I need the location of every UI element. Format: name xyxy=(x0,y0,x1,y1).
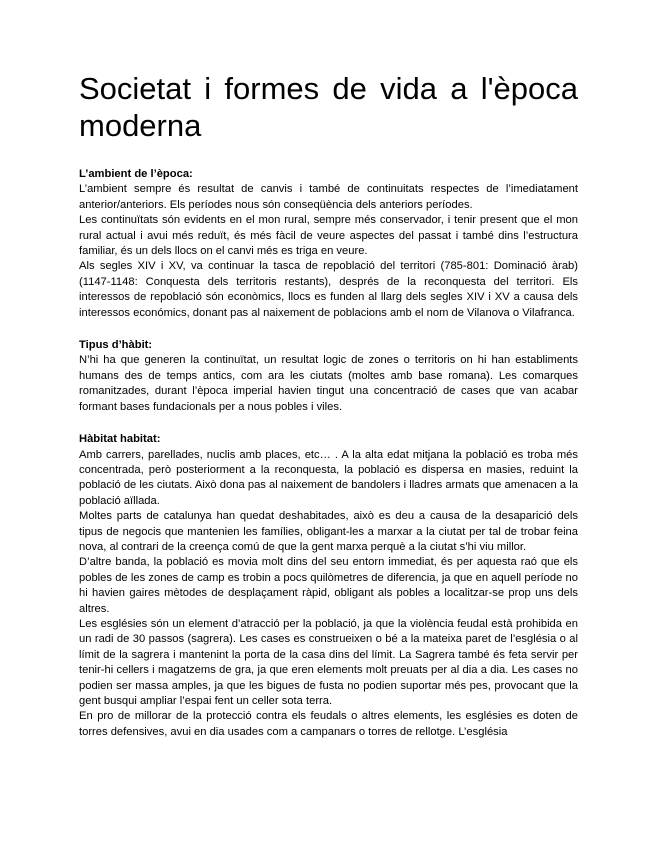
paragraph: Moltes parts de catalunya han quedat deshabitades, això es deu a causa de la desaparició dels tipus de negocis que mantenien les famílies, obligant-les a marxar a la ciutat per tal de trobar feina nova, al contrari de la creença comú de que la gent marxa perquè a la ciutat s’hi viu millor. xyxy=(79,510,578,553)
paragraph: Les continuïtats són evidents en el mon rural, sempre més conservador, i tenir present que el mon rural actual i avui més reduït, és més fàcil de veure aspectes del passat i també dins l’estructura familiar, és un dels llocs on el canvi més es triga en veure. xyxy=(79,214,578,258)
section-heading: L’ambient de l’època: xyxy=(79,168,193,180)
title-block xyxy=(79,70,578,144)
paragraph: En pro de millorar de la protecció contra els feudals o altres elements, les esglésies es doten de torres defensives, avui en dia usades com a campanars o torres de rellotge. L’església xyxy=(79,710,578,738)
section-habitat xyxy=(79,432,578,740)
section-heading: Hàbitat habitat: xyxy=(79,433,161,446)
section-heading: Tipus d’hàbit: xyxy=(79,339,153,352)
paragraph: L’ambient sempre és resultat de canvis i també de continuitats respectes de l’imediatament anterior/anteriors. Els períodes nous són conseqüència dels anteriors períodes. xyxy=(79,183,578,211)
paragraph: D’altre banda, la població es movia molt dins del seu entorn immediat, és per aquesta raó que els pobles de les zones de camp es trobin a pocs quilòmetres de diferencia, ja que en aquell període no hi havien gaires mètodes de desplaçament ràpid, obligant als pobles a localitzar-se prop uns dels altres. xyxy=(79,556,578,615)
page-title: Societat i formes de vida a l'època moderna xyxy=(79,71,578,143)
section-tipus-habit xyxy=(79,338,578,415)
paragraph: Les esglésies són un element d’atracció per la població, ja que la violència feudal està prohibida en un radi de 30 passos (sagrera). Les cases es construeixen o bé a la mateixa paret de l’església o al límit de la sagrera i mantenint la porta de la casa dins del límit. La Sagrera també és feta servir per tenir-hi cellers i magatzems de gra, ja que eren elements molt preuats per al dia a dia. Les cases no podien ser massa amples, ja que les bigues de fusta no podien suportar més pes, provocant que la gent busqui ampliar l’espai fent un celler sota terra. xyxy=(79,617,578,707)
paragraph: Als segles XIV i XV, va continuar la tasca de repoblació del territori (785-801: Dominació àrab) (1147-1148: Conquesta dels territoris restants), després de la reconquesta del territori. Els interessos de repoblació són econòmics, llocs es funden al llarg dels segles XIV i XV a causa dels interessos económics, donant pas al naixement de poblacions amb el nom de Vilanova o Vilafranca. xyxy=(79,260,578,319)
paragraph: Amb carrers, parellades, nuclis amb places, etc… . A la alta edat mitjana la població es troba més concentrada, però posteriorment a la reconquesta, la població es dispersa en masies, reduint la població de les ciutats. Això dona pas al naixement de bandolers i lladres armats que amenacen a la població aïllada. xyxy=(79,448,578,507)
section-ambient xyxy=(79,167,578,321)
document-page xyxy=(79,70,578,757)
paragraph: N’hi ha que generen la continuïtat, un resultat logic de zones o territoris on hi han establiments humans des de temps antics, com ara les ciutats (moltes amb base romana). Les comarques romanitzades, durant l’època imperial havien tingut una concentració de cases que van acabar formant bases fundacionals per a nous pobles i viles. xyxy=(79,354,578,413)
